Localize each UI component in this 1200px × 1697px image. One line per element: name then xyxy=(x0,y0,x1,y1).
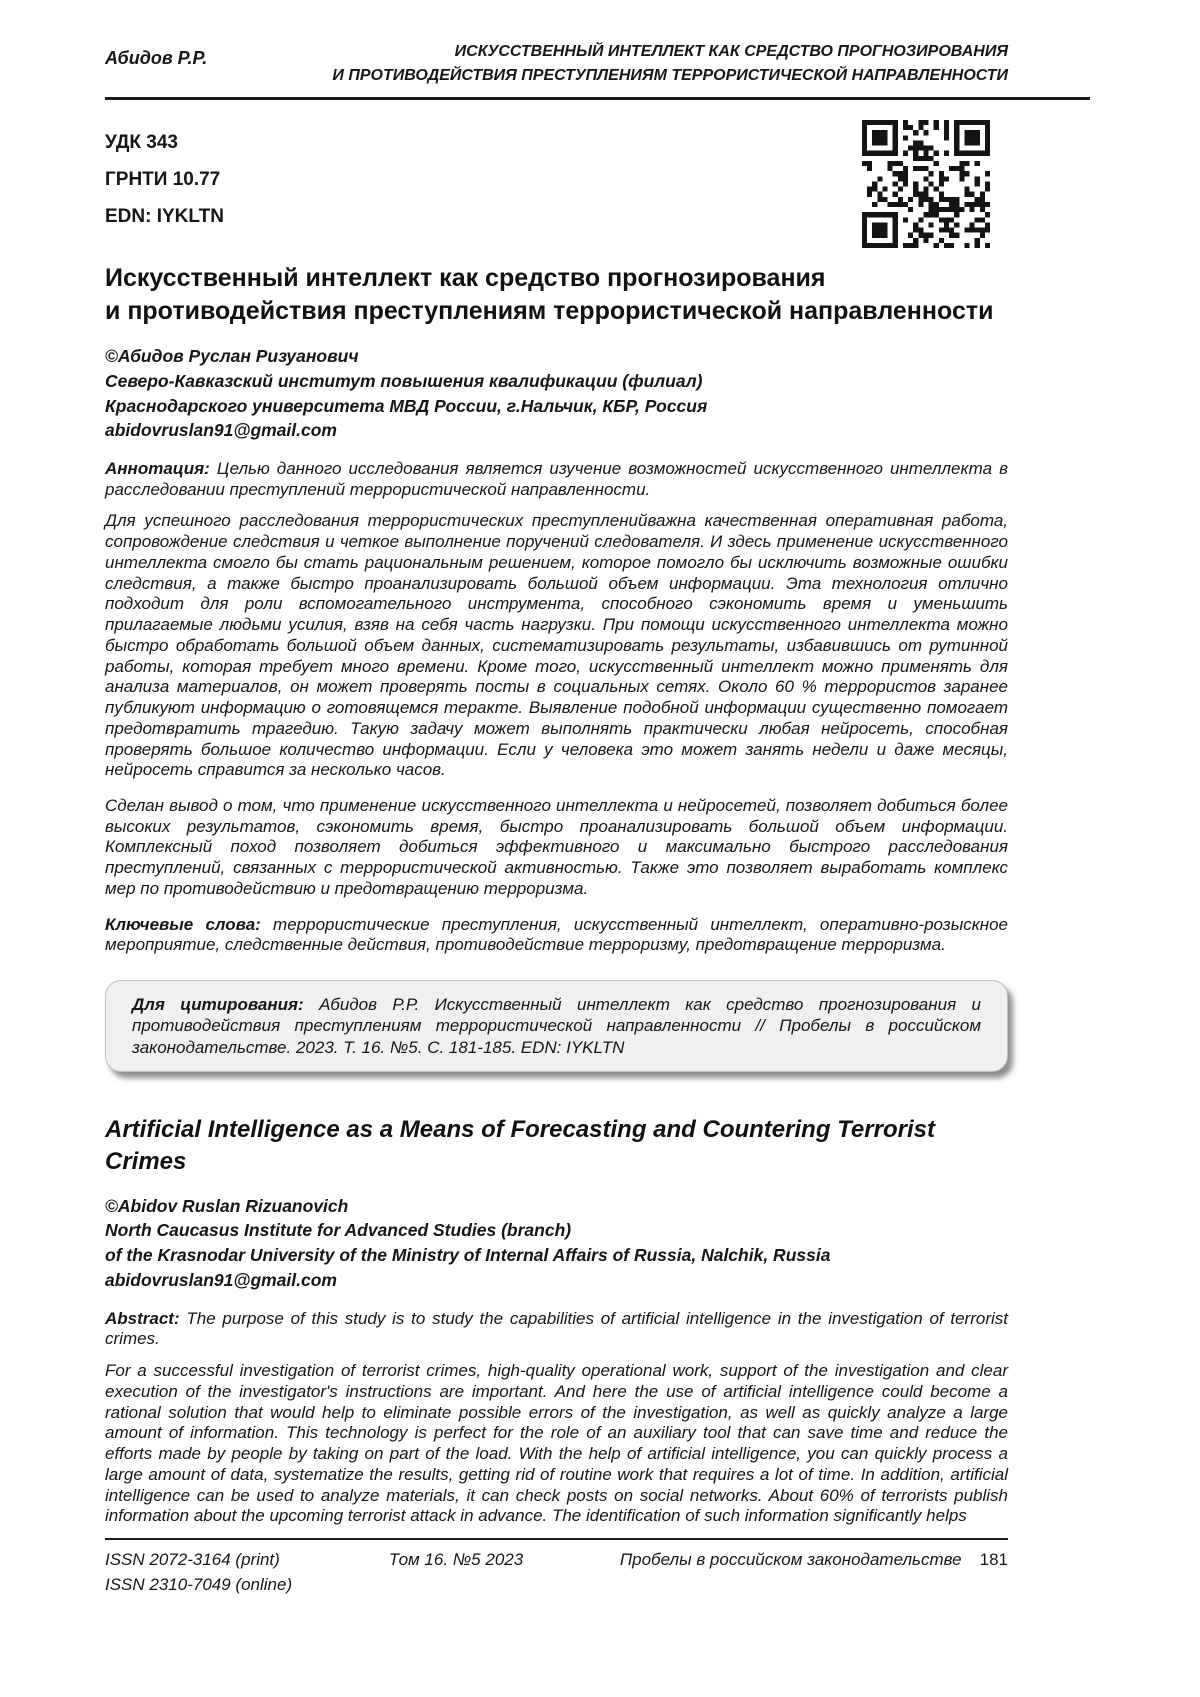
author-name-en: ©Abidov Ruslan Rizuanovich xyxy=(105,1195,349,1216)
keywords-ru xyxy=(105,915,1008,956)
author-email-en: abidovruslan91@gmail.com xyxy=(105,1269,337,1290)
footer-page-number: 181 xyxy=(979,1550,1008,1570)
author-affiliation-ru-1: Северо-Кавказский институт повышения квалификации (филиал) xyxy=(105,370,703,391)
author-affiliation-en-1: North Caucasus Institute for Advanced Studies (branch) xyxy=(105,1220,572,1241)
abstract-en xyxy=(105,1309,1008,1350)
article-title-en: Artificial Intelligence as a Means of Forecasting and Countering Terrorist Crimes xyxy=(105,1115,935,1176)
author-email-ru: abidovruslan91@gmail.com xyxy=(105,420,337,441)
citation-label: Для цитирования: xyxy=(132,995,304,1015)
body-paragraph-ru-1: Для успешного расследования террористических преступленийважна качественная оперативная работа, сопровождение следствия и четкое выполнение поручений следователя. И здесь применение искусственного интеллекта смогло бы стать рациональным решением, которое помогло бы исключить возможные ошибки следствия, а также быстро проанализировать большой объем информации. Эта технология отлично подходит для роли вспомогательного инструмента, способного сэкономить время и уменьшить прилагаемые людьми усилия, взяв на себя часть нагрузки. При помощи искусственного интеллекта можно быстро обработать большой объем данных, систематизировать результаты, избавившись от рутинной работы, которая требует много времени. Кроме того, искусственный интеллект можно применять для анализа материалов, он может проверять посты в социальных сетях. Около 60 % террористов заранее публикуют информацию о готовящемся теракте. Выявление подобной информации существенно помогает предотвратить трагедию. Такую задачу может выполнять практически любая нейросеть, способная проверять большое количество информации. Если у человека это может занять недели и даже месяцы, нейросеть справится за несколько часов. xyxy=(105,511,1008,780)
running-header-author: Абидов Р.Р. xyxy=(105,48,208,68)
footer-issn-online: ISSN 2310-7049 (online) xyxy=(105,1574,293,1594)
edn-code: EDN: IYKLTN xyxy=(105,206,224,227)
footer-journal-title: Пробелы в российском законодательстве xyxy=(619,1550,962,1570)
qr-code xyxy=(862,120,990,248)
authors-block-ru xyxy=(105,345,1008,442)
page-footer xyxy=(105,1538,1008,1599)
paper-main xyxy=(105,40,1090,1538)
author-affiliation-ru-2: Краснодарского университета МВД России, г.Нальчик, КБР, Россия xyxy=(105,395,708,416)
keywords-ru-text: террористические преступления, искусственный интеллект, оперативно-розыскное мероприятие, следственные действия, противодействие терроризму, предотвращение терроризма. xyxy=(105,914,1008,955)
body-paragraph-en-1: For a successful investigation of terrorist crimes, high-quality operational work, support of the investigation and clear execution of the investigator's instructions are important. And here the use of artificial intelligence could become a rational solution that would help to eliminate possible errors of the investigation, as well as quickly analyze a large amount of information. This technology is perfect for the role of an auxiliary tool that can save time and reduce the efforts made by people by taking on part of the load. With the help of artificial intelligence, you can quickly process a large amount of data, systematize the results, getting rid of routine work that requires a lot of time. In addition, artificial intelligence can be used to analyze materials, it can check posts on social networks. About 60% of terrorists publish information about the upcoming terrorist attack in advance. The identification of such information significantly helps xyxy=(105,1361,1008,1526)
abstract-en-text: The purpose of this study is to study the capabilities of artificial intelligence in the investigation of terrorist crimes. xyxy=(105,1308,1008,1349)
citation-box xyxy=(105,980,1008,1072)
authors-block-en xyxy=(105,1195,1008,1292)
meta-codes xyxy=(105,120,224,243)
keywords-ru-label: Ключевые слова: xyxy=(105,914,261,934)
header-divider xyxy=(105,97,1090,100)
body-paragraph-ru-2: Сделан вывод о том, что применение искусственного интеллекта и нейросетей, позволяет добиться более высоких результатов, сэкономить время, быстро проанализировать большой объем информации. Комплексный поход позволяет добиться эффективного и максимально быстрого расследования преступлений, связанных с террористической активностью. Также это позволяет выработать комплекс мер по противодействию и предотвращению терроризма. xyxy=(105,796,1008,898)
abstract-ru xyxy=(105,459,1008,500)
footer-divider xyxy=(105,1538,1008,1540)
footer-volume: Том 16. №5 2023 xyxy=(388,1550,524,1570)
abstract-ru-label: Аннотация: xyxy=(105,459,210,478)
author-affiliation-en-2: of the Krasnodar University of the Ministry of Internal Affairs of Russia, Nalchik, Russia xyxy=(105,1245,831,1266)
citation-text: Абидов Р.Р. Искусственный интеллект как средство прогнозирования и противодействия преступлениям террористической направленности // Пробелы в российском законодательстве. 2023. Т. 16. №5. С. 181-185. EDN: IYKLTN xyxy=(132,995,982,1057)
udk-code: УДК 343 xyxy=(105,132,178,153)
grnti-code: ГРНТИ 10.77 xyxy=(105,169,221,190)
meta-row xyxy=(105,120,1008,248)
footer-issn-print: ISSN 2072-3164 (print) xyxy=(105,1550,280,1570)
running-header-title: ИСКУССТВЕННЫЙ ИНТЕЛЛЕКТ КАК СРЕДСТВО ПРОГНОЗИРОВАНИЯ И ПРОТИВОДЕЙСТВИЯ ПРЕСТУПЛЕНИЯМ ТЕРРОРИСТИЧЕСКОЙ НАПРАВЛЕННОСТИ xyxy=(332,43,1008,84)
abstract-ru-text: Целью данного исследования является изучение возможностей искусственного интеллекта в расследовании преступлений террористической направленности. xyxy=(105,459,1008,499)
running-header xyxy=(105,40,1008,88)
article-title-ru: Искусственный интеллект как средство прогнозирования и противодействия преступлениям террористической направленности xyxy=(105,264,994,325)
abstract-en-label: Abstract: xyxy=(105,1308,180,1328)
footer-issn xyxy=(105,1549,292,1599)
author-name-ru: ©Абидов Руслан Ризуанович xyxy=(105,346,359,366)
